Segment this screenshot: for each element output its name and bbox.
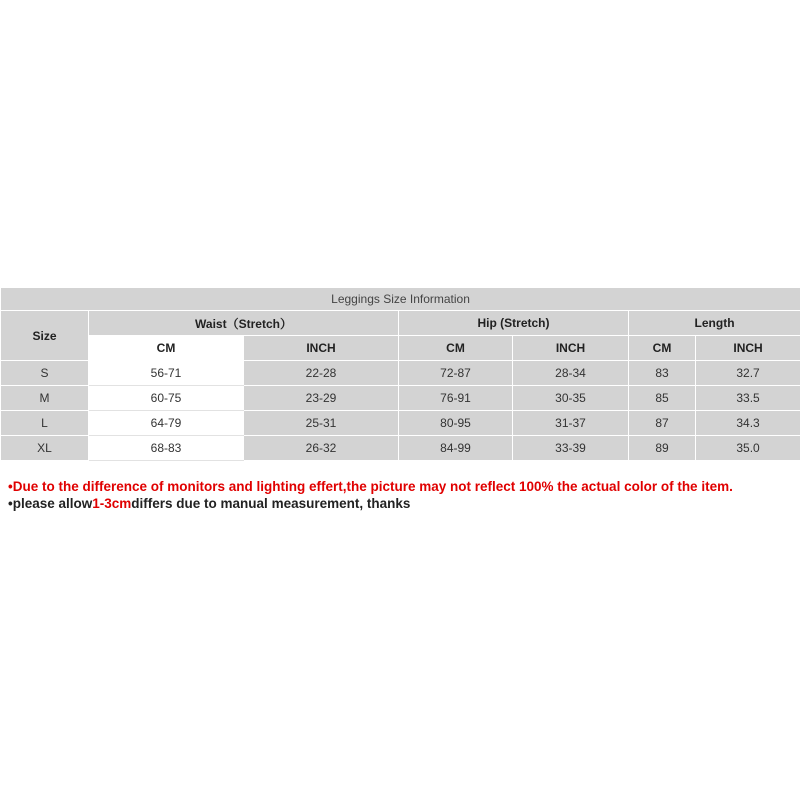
size-table: [0, 287, 800, 461]
length-cm-header: CM: [629, 336, 696, 361]
hip-cm-cell: 76-91: [399, 386, 513, 411]
length-inch-cell: 32.7: [696, 361, 800, 386]
length-cm-cell: 87: [629, 411, 696, 436]
length-cm-cell: 85: [629, 386, 696, 411]
hip-group-header: Hip (Stretch): [399, 311, 629, 336]
waist-cm-cell: 68-83: [89, 436, 244, 461]
size-cell: S: [1, 361, 89, 386]
measurement-note-prefix: •please allow: [8, 496, 93, 511]
table-group-header-row: [1, 311, 800, 336]
table-row: [1, 361, 800, 386]
length-cm-cell: 89: [629, 436, 696, 461]
hip-inch-cell: 33-39: [513, 436, 629, 461]
length-inch-cell: 35.0: [696, 436, 800, 461]
hip-inch-cell: 28-34: [513, 361, 629, 386]
hip-cm-cell: 80-95: [399, 411, 513, 436]
hip-cm-cell: 84-99: [399, 436, 513, 461]
table-row: [1, 386, 800, 411]
waist-inch-header: INCH: [244, 336, 399, 361]
waist-group-header: Waist（Stretch）: [89, 311, 399, 336]
waist-cm-cell: 56-71: [89, 361, 244, 386]
size-column-header: Size: [1, 311, 89, 361]
table-row: [1, 436, 800, 461]
length-group-header: Length: [629, 311, 800, 336]
table-row: [1, 411, 800, 436]
notes-section: [8, 478, 798, 512]
hip-inch-cell: 30-35: [513, 386, 629, 411]
waist-cm-cell: 60-75: [89, 386, 244, 411]
waist-inch-cell: 25-31: [244, 411, 399, 436]
length-inch-header: INCH: [696, 336, 800, 361]
monitor-color-note: •Due to the difference of monitors and lighting effert,the picture may not reflect 100% the actual color of the item.: [8, 479, 733, 494]
waist-cm-header: CM: [89, 336, 244, 361]
waist-inch-cell: 23-29: [244, 386, 399, 411]
waist-inch-cell: 26-32: [244, 436, 399, 461]
length-cm-cell: 83: [629, 361, 696, 386]
table-title-row: [1, 288, 800, 311]
table-unit-header-row: [1, 336, 800, 361]
hip-cm-header: CM: [399, 336, 513, 361]
hip-inch-header: INCH: [513, 336, 629, 361]
size-cell: M: [1, 386, 89, 411]
hip-cm-cell: 72-87: [399, 361, 513, 386]
hip-inch-cell: 31-37: [513, 411, 629, 436]
waist-cm-cell: 64-79: [89, 411, 244, 436]
length-inch-cell: 33.5: [696, 386, 800, 411]
length-inch-cell: 34.3: [696, 411, 800, 436]
waist-inch-cell: 22-28: [244, 361, 399, 386]
measurement-note: [8, 495, 798, 512]
measurement-tolerance: 1-3cm: [92, 496, 132, 511]
size-cell: XL: [1, 436, 89, 461]
size-cell: L: [1, 411, 89, 436]
measurement-note-suffix: differs due to manual measurement, thanks: [131, 496, 411, 511]
table-title: Leggings Size Information: [1, 288, 800, 311]
